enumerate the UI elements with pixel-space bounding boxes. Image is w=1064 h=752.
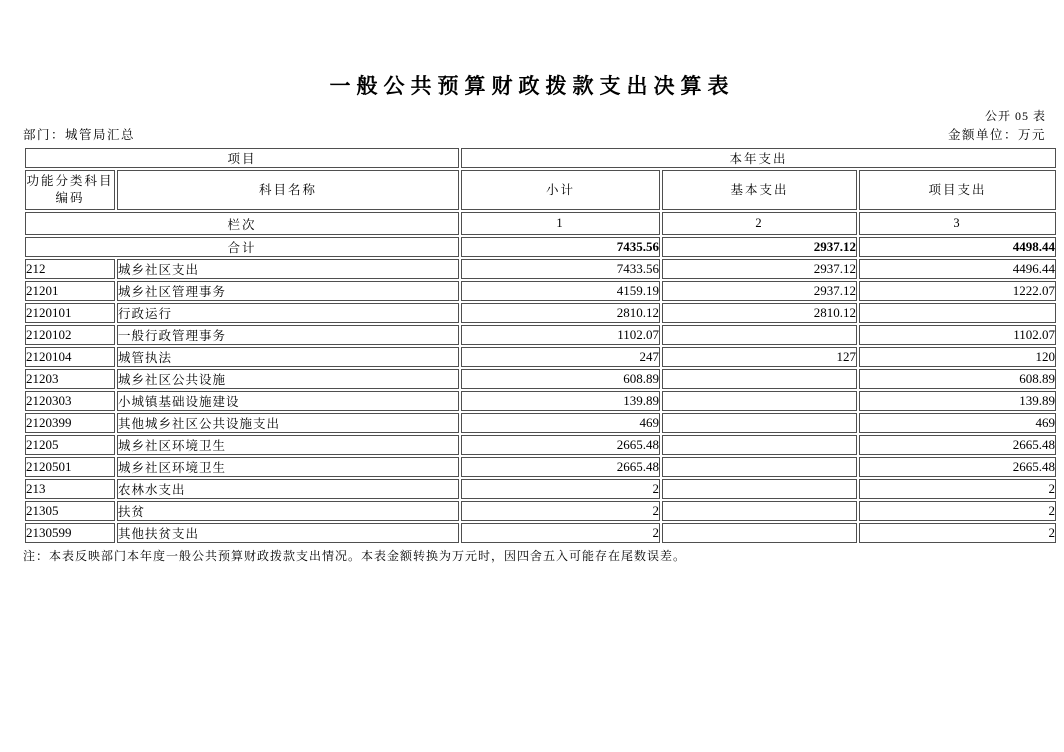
table-row [25, 413, 1056, 433]
cell-name: 一般行政管理事务 [117, 325, 459, 345]
total-project: 4498.44 [859, 237, 1056, 257]
header-columns-row [25, 170, 1056, 210]
cell-project: 608.89 [859, 369, 1056, 389]
table-row [25, 391, 1056, 411]
cell-basic [662, 435, 857, 455]
cell-basic [662, 413, 857, 433]
cell-basic: 2937.12 [662, 259, 857, 279]
cell-project: 2 [859, 479, 1056, 499]
cell-code: 2120303 [25, 391, 115, 411]
table-header [25, 148, 1056, 235]
cell-basic [662, 391, 857, 411]
table-row [25, 369, 1056, 389]
cell-name: 城乡社区支出 [117, 259, 459, 279]
table-row [25, 281, 1056, 301]
total-label: 合计 [25, 237, 459, 257]
cell-subtotal: 2810.12 [461, 303, 660, 323]
header-subtotal: 小计 [461, 170, 660, 210]
cell-name: 扶贫 [117, 501, 459, 521]
cell-subtotal: 469 [461, 413, 660, 433]
table-row [25, 435, 1056, 455]
cell-subtotal: 2 [461, 501, 660, 521]
page-title: 一般公共预算财政拨款支出决算表 [329, 74, 735, 98]
header-year-expenditure-group: 本年支出 [461, 148, 1056, 168]
table-row [25, 501, 1056, 521]
cell-subtotal: 2 [461, 523, 660, 543]
total-basic: 2937.12 [662, 237, 857, 257]
header-project-group: 项目 [25, 148, 459, 168]
cell-basic [662, 457, 857, 477]
department-label: 部门：城管局汇总 [23, 128, 136, 142]
header-group-row [25, 148, 1056, 168]
cell-code: 21201 [25, 281, 115, 301]
cell-name: 城管执法 [117, 347, 459, 367]
cell-subtotal: 608.89 [461, 369, 660, 389]
header-basic-expenditure: 基本支出 [662, 170, 857, 210]
cell-code: 2120101 [25, 303, 115, 323]
cell-project: 1102.07 [859, 325, 1056, 345]
cell-basic: 2937.12 [662, 281, 857, 301]
column-index-3: 3 [859, 212, 1056, 235]
cell-code: 2120399 [25, 413, 115, 433]
table-row [25, 259, 1056, 279]
cell-code: 2120104 [25, 347, 115, 367]
cell-code: 213 [25, 479, 115, 499]
cell-name: 农林水支出 [117, 479, 459, 499]
header-subject-name: 科目名称 [117, 170, 459, 210]
table-row [25, 457, 1056, 477]
cell-code: 212 [25, 259, 115, 279]
cell-subtotal: 2665.48 [461, 457, 660, 477]
cell-project [859, 303, 1056, 323]
cell-name: 城乡社区管理事务 [117, 281, 459, 301]
cell-subtotal: 1102.07 [461, 325, 660, 345]
table-row [25, 347, 1056, 367]
cell-project: 4496.44 [859, 259, 1056, 279]
cell-name: 城乡社区环境卫生 [117, 457, 459, 477]
cell-project: 2 [859, 523, 1056, 543]
budget-table [23, 146, 1058, 545]
cell-name: 其他城乡社区公共设施支出 [117, 413, 459, 433]
header-index-row [25, 212, 1056, 235]
cell-subtotal: 247 [461, 347, 660, 367]
cell-project: 469 [859, 413, 1056, 433]
cell-name: 其他扶贫支出 [117, 523, 459, 543]
cell-basic [662, 325, 857, 345]
content-area [23, 109, 1056, 564]
cell-code: 2120501 [25, 457, 115, 477]
cell-project: 120 [859, 347, 1056, 367]
cell-code: 21205 [25, 435, 115, 455]
table-code-label: 公开 05 表 [984, 109, 1046, 123]
cell-project: 2665.48 [859, 457, 1056, 477]
table-row [25, 325, 1056, 345]
cell-code: 2120102 [25, 325, 115, 345]
cell-subtotal: 139.89 [461, 391, 660, 411]
cell-subtotal: 2665.48 [461, 435, 660, 455]
header-project-expenditure: 项目支出 [859, 170, 1056, 210]
total-subtotal: 7435.56 [461, 237, 660, 257]
footnote: 注：本表反映部门本年度一般公共预算财政拨款支出情况。本表金额转换为万元时，因四舍五入可能存在尾数误差。 [23, 549, 687, 563]
meta-row [23, 128, 1046, 143]
total-row [25, 237, 1056, 257]
cell-project: 2665.48 [859, 435, 1056, 455]
cell-project: 1222.07 [859, 281, 1056, 301]
cell-code: 2130599 [25, 523, 115, 543]
unit-label: 金额单位：万元 [947, 128, 1046, 142]
table-body [25, 237, 1056, 543]
cell-code: 21305 [25, 501, 115, 521]
table-row [25, 479, 1056, 499]
column-index-2: 2 [662, 212, 857, 235]
cell-basic: 127 [662, 347, 857, 367]
cell-name: 城乡社区公共设施 [117, 369, 459, 389]
cell-name: 小城镇基础设施建设 [117, 391, 459, 411]
table-row [25, 303, 1056, 323]
cell-basic [662, 523, 857, 543]
cell-subtotal: 2 [461, 479, 660, 499]
cell-name: 城乡社区环境卫生 [117, 435, 459, 455]
cell-project: 2 [859, 501, 1056, 521]
cell-basic: 2810.12 [662, 303, 857, 323]
cell-basic [662, 369, 857, 389]
header-function-code-line1: 功能分类科目 [26, 174, 114, 188]
cell-subtotal: 4159.19 [461, 281, 660, 301]
cell-project: 139.89 [859, 391, 1056, 411]
header-function-code-line2: 编码 [55, 191, 85, 205]
header-column-index-label: 栏次 [25, 212, 459, 235]
table-row [25, 523, 1056, 543]
column-index-1: 1 [461, 212, 660, 235]
cell-code: 21203 [25, 369, 115, 389]
cell-basic [662, 479, 857, 499]
cell-basic [662, 501, 857, 521]
cell-subtotal: 7433.56 [461, 259, 660, 279]
cell-name: 行政运行 [117, 303, 459, 323]
header-function-code [25, 170, 115, 210]
